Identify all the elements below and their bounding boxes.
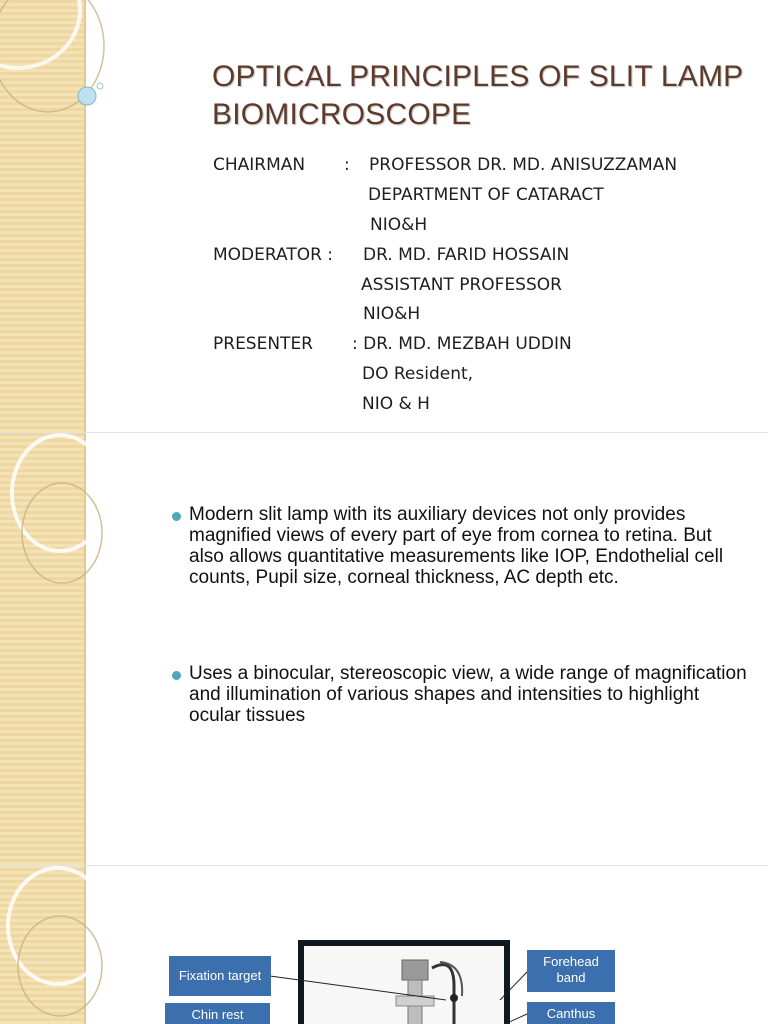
title-line-2: BIOMICROSCOPE	[212, 98, 472, 131]
label-chin-rest: Chin rest	[165, 1003, 270, 1024]
presenter-title: DO Resident,	[362, 364, 474, 384]
chairman-name: PROFESSOR DR. MD. ANISUZZAMAN	[369, 155, 678, 175]
label-forehead-band: Forehead band	[527, 950, 615, 992]
moderator-name: DR. MD. FARID HOSSAIN	[363, 245, 570, 265]
title-line-1: OPTICAL PRINCIPLES OF SLIT LAMP	[212, 60, 744, 93]
chairman-department: DEPARTMENT OF CATARACT	[368, 185, 604, 205]
label-canthus: Canthus	[527, 1002, 615, 1024]
chairman-separator: :	[344, 155, 350, 175]
label-fixation-target: Fixation target	[169, 956, 271, 996]
presenter-name: : DR. MD. MEZBAH UDDIN	[352, 334, 572, 354]
moderator-label: MODERATOR :	[213, 245, 334, 265]
chairman-label: CHAIRMAN	[213, 155, 306, 175]
presenter-label: PRESENTER	[213, 334, 313, 354]
bullet-text-1: Modern slit lamp with its auxiliary devices not only provides magnified views of every part of eye from cornea to retina. But also allows quantitative measurements like IOP, Endothelial cell counts, Pupil size, corneal thickness, AC depth etc.	[189, 504, 724, 588]
presenter-org: NIO & H	[362, 394, 430, 414]
moderator-org: NIO&H	[363, 304, 421, 324]
chairman-org: NIO&H	[370, 215, 428, 235]
bullet-text-2: Uses a binocular, stereoscopic view, a wide range of magnification and illumination of various shapes and intensities to highlight ocular tissues	[189, 663, 747, 726]
moderator-title: ASSISTANT PROFESSOR	[361, 275, 562, 295]
